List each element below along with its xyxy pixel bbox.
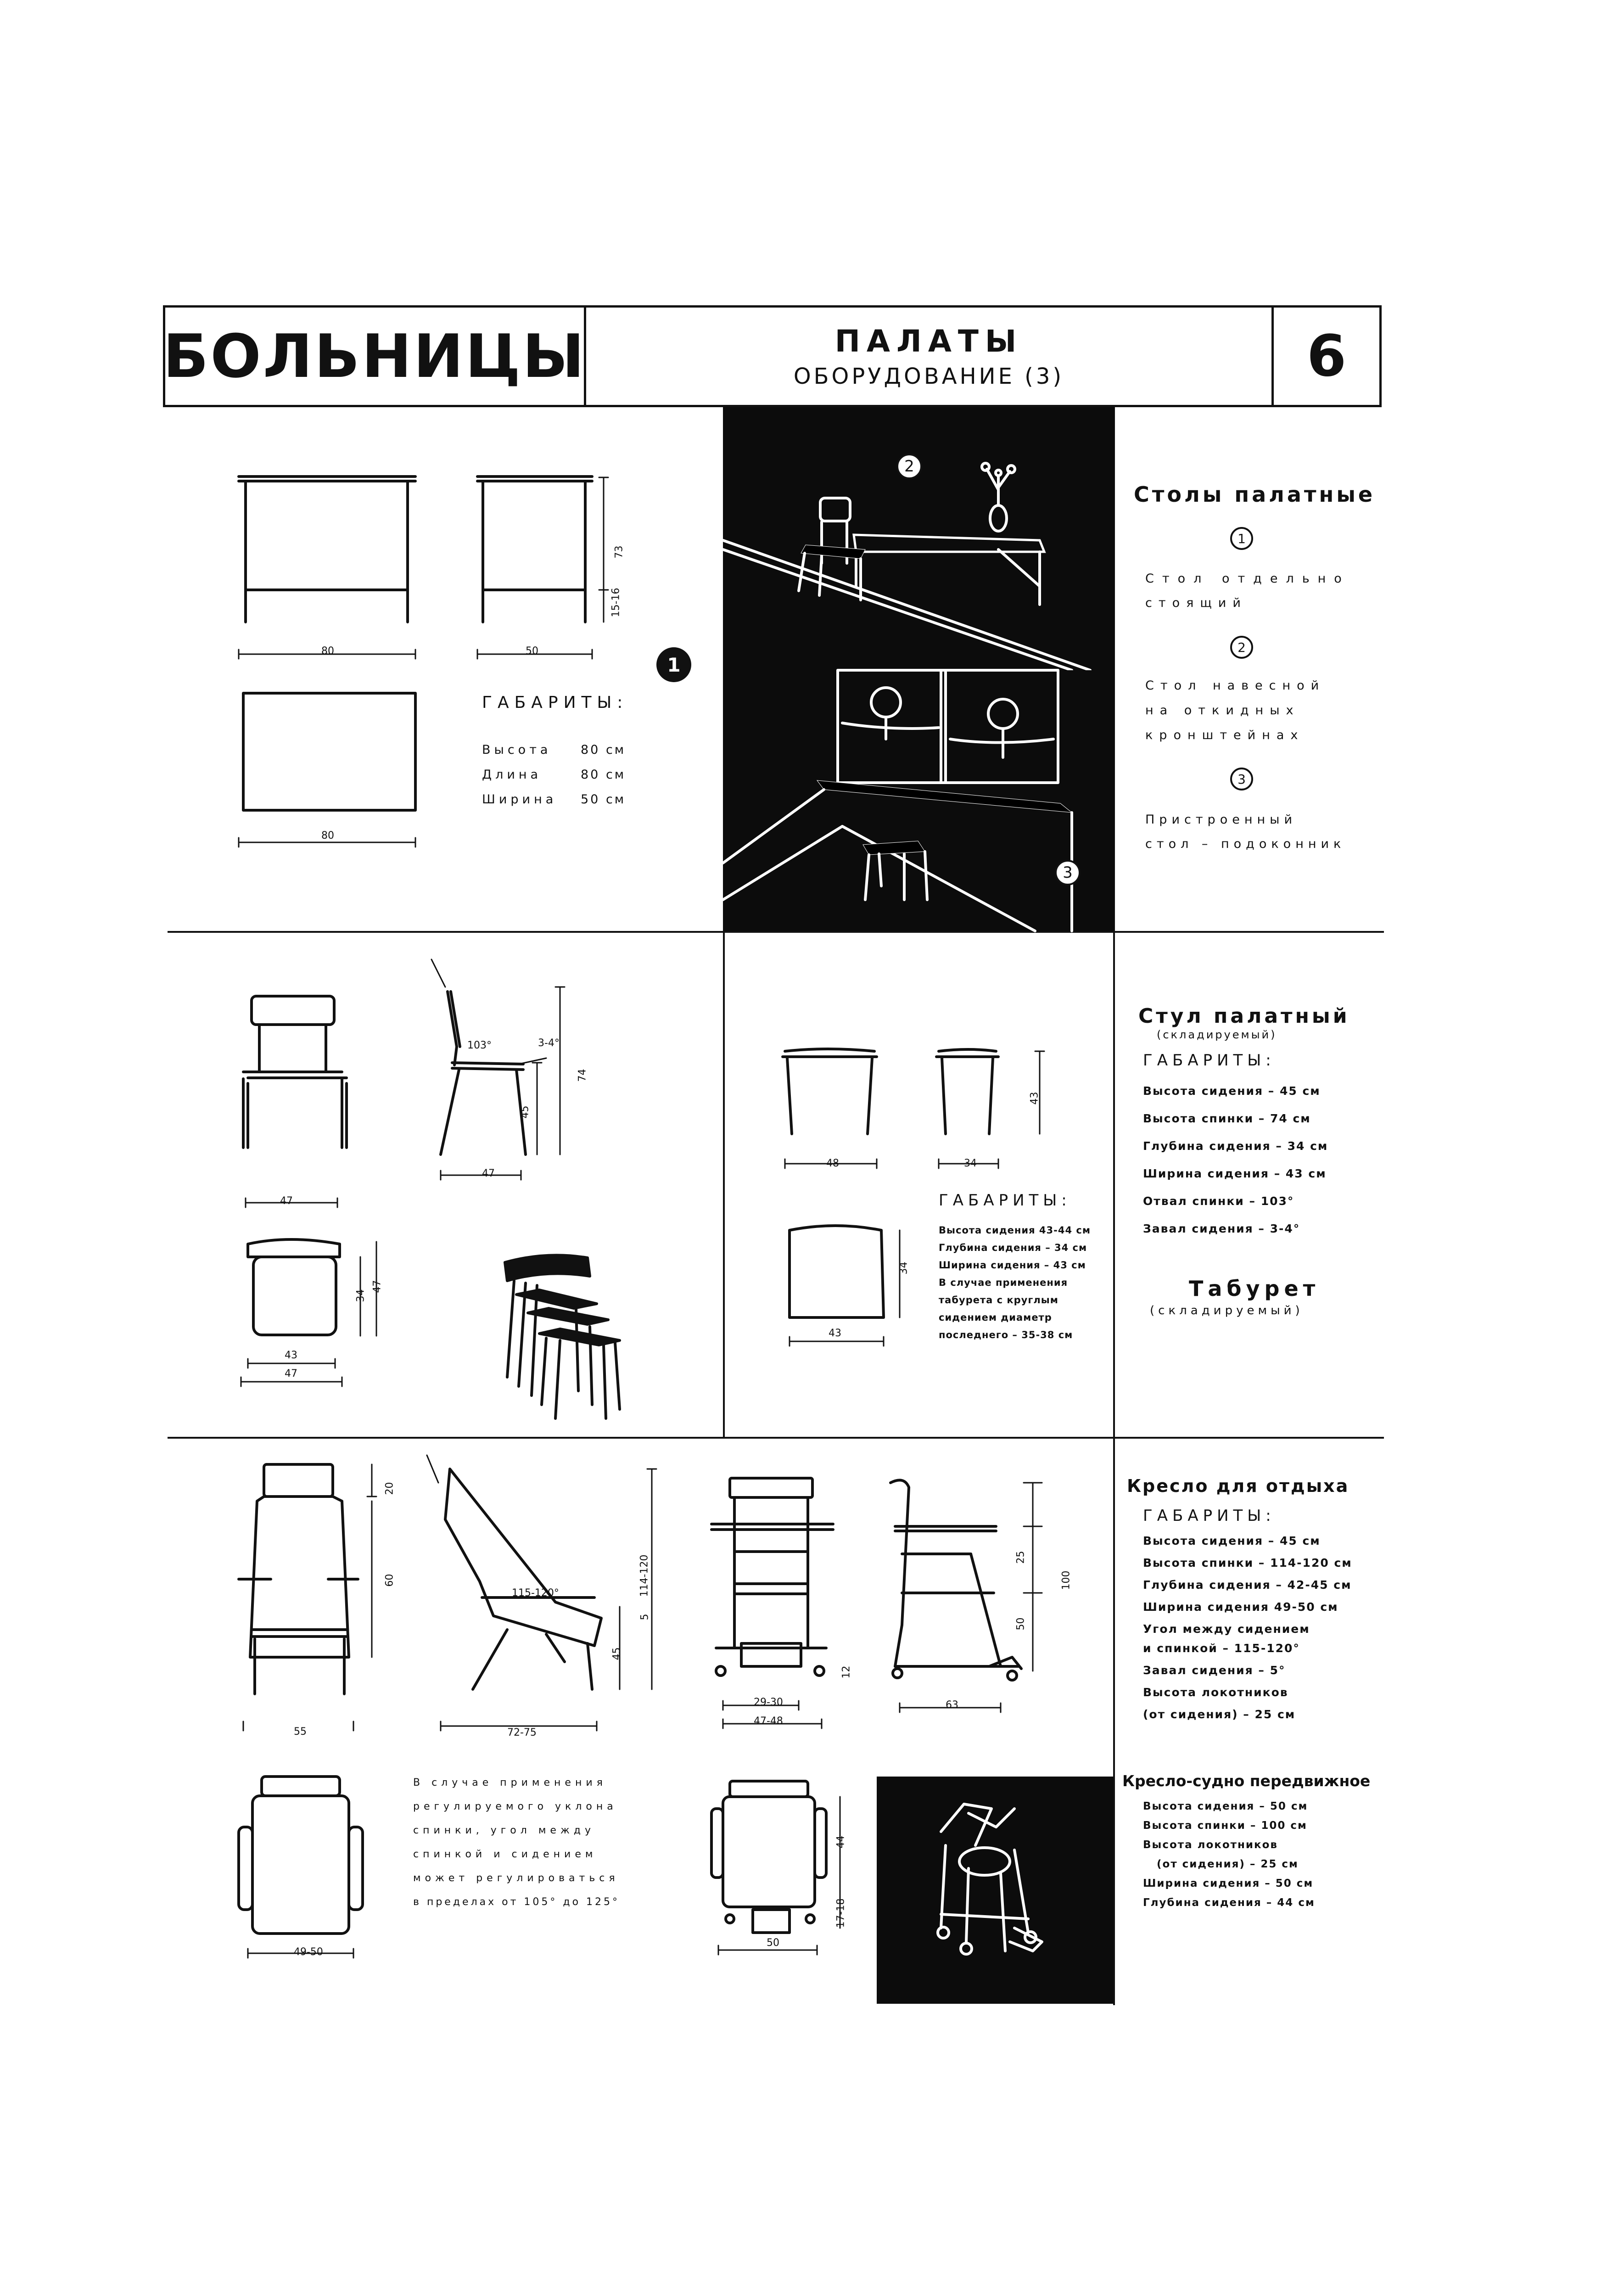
page-header bbox=[163, 305, 1382, 407]
dim-table-rail: 15-16 bbox=[610, 588, 622, 617]
dim-armchair-total-h: 114-120 bbox=[638, 1554, 650, 1597]
armchair-spec-0: Высота сидения – 45 см bbox=[1143, 1534, 1321, 1547]
commode-side-elevation bbox=[881, 1474, 1092, 1731]
commode-heading: Кресло-судно передвижное bbox=[1122, 1772, 1371, 1790]
dim-armchair-side: 72-75 bbox=[507, 1727, 537, 1738]
dim-armchair-seat-h: 45 bbox=[611, 1647, 623, 1660]
chair-spec-0: Высота сидения – 45 см bbox=[1143, 1084, 1321, 1098]
commode-spec-5: Глубина сидения – 44 см bbox=[1143, 1897, 1315, 1909]
armchair-note-5: в пределах от 105° до 125° bbox=[413, 1896, 620, 1908]
dim-chair-tilt: 3-4° bbox=[538, 1037, 560, 1049]
armchair-note-2: спинки, угол между bbox=[413, 1825, 595, 1836]
armchair-dims-label: ГАБАРИТЫ: bbox=[1143, 1507, 1276, 1525]
chair-spec-4: Отвал спинки – 103° bbox=[1143, 1194, 1294, 1208]
photo-wall-table bbox=[723, 407, 1114, 670]
dim-stool-height: 43 bbox=[1029, 1092, 1041, 1105]
dim-commode-arm: 25 bbox=[1015, 1551, 1027, 1564]
stool-spec-6: последнего – 35-38 см bbox=[939, 1329, 1073, 1340]
header-subtitle-cell bbox=[586, 308, 1274, 405]
dim-commode-plan: 50 bbox=[767, 1937, 779, 1949]
dim-armchair-back: 60 bbox=[384, 1574, 396, 1587]
dim-chair-plan-total: 47 bbox=[285, 1368, 297, 1379]
armchair-note-4: может регулироваться bbox=[413, 1872, 619, 1884]
dim-commode-wheel: 12 bbox=[840, 1665, 852, 1679]
dim-armchair-tilt: 5 bbox=[639, 1614, 651, 1620]
dim-commode-side: 63 bbox=[946, 1699, 958, 1711]
tables-item2-text2: на откидных bbox=[1145, 703, 1300, 717]
table-side-elevation bbox=[477, 468, 624, 670]
stool-spec-3: В случае применения bbox=[939, 1277, 1068, 1288]
dim-chair-plan-seat: 43 bbox=[285, 1350, 297, 1361]
chair-plan-view bbox=[239, 1235, 404, 1400]
table-dim-name-1: Длина bbox=[482, 768, 542, 782]
tables-item1-text: Стол отдельно bbox=[1145, 572, 1350, 586]
dim-armchair-plan: 49-50 bbox=[294, 1946, 323, 1958]
divider-row1 bbox=[168, 931, 1384, 933]
tables-item2-text3: кронштейнах bbox=[1145, 728, 1305, 742]
dim-chair-seat-h: 45 bbox=[519, 1105, 531, 1119]
chair-front-elevation bbox=[234, 987, 363, 1226]
dim-stool-plan-depth: 34 bbox=[898, 1261, 910, 1275]
dim-chair-front: 47 bbox=[280, 1195, 293, 1207]
tables-dims-label: ГАБАРИТЫ: bbox=[482, 693, 628, 712]
tables-item2-num-text: 2 bbox=[1238, 639, 1246, 655]
commode-front-elevation bbox=[707, 1474, 872, 1749]
table-dim-value-2: 50 см bbox=[581, 792, 626, 807]
dim-table-plan-width: 80 bbox=[321, 830, 334, 841]
armchair-spec-5: и спинкой – 115-120° bbox=[1143, 1642, 1300, 1655]
commode-spec-1: Высота спинки – 100 см bbox=[1143, 1820, 1307, 1832]
dim-commode-plan-depth: 44 bbox=[835, 1835, 847, 1849]
armchair-note-3: спинкой и сидением bbox=[413, 1849, 597, 1860]
dim-commode-total: 100 bbox=[1060, 1570, 1072, 1590]
dim-commode-front-w2: 47-48 bbox=[754, 1715, 783, 1727]
chair-spec-5: Завал сидения – 3-4° bbox=[1143, 1222, 1300, 1235]
header-title-cell bbox=[165, 308, 586, 405]
stool-plan-view bbox=[785, 1221, 913, 1363]
divider-row2 bbox=[168, 1437, 1384, 1439]
photo3-number-text: 3 bbox=[1063, 863, 1073, 882]
commode-spec-0: Высота сидения – 50 см bbox=[1143, 1800, 1308, 1812]
dim-commode-plan-foot: 17-18 bbox=[835, 1898, 847, 1928]
armchair-spec-6: Завал сидения – 5° bbox=[1143, 1664, 1286, 1677]
table-dim-name-0: Высота bbox=[482, 743, 552, 757]
tables-item1-text2: стоящий bbox=[1145, 596, 1247, 610]
chair-spec-1: Высота спинки – 74 см bbox=[1143, 1112, 1311, 1125]
chair-subheading: (складируемый) bbox=[1157, 1028, 1277, 1041]
armchair-side-elevation bbox=[422, 1455, 670, 1749]
dim-chair-plan-depth2: 47 bbox=[371, 1280, 383, 1293]
divider-vertical-right bbox=[1113, 931, 1115, 2005]
stool-spec-1: Глубина сидения – 34 см bbox=[939, 1242, 1087, 1253]
stool-spec-2: Ширина сидения – 43 см bbox=[939, 1260, 1086, 1271]
commode-spec-3: (от сидения) – 25 см bbox=[1157, 1858, 1299, 1870]
stool-subheading: (складируемый) bbox=[1150, 1304, 1304, 1317]
armchair-spec-3: Ширина сидения 49-50 см bbox=[1143, 1600, 1338, 1614]
armchair-note-1: регулируемого уклона bbox=[413, 1801, 617, 1812]
stool-front-elevation bbox=[776, 1042, 904, 1180]
tables-item2-text: Стол навесной bbox=[1145, 678, 1326, 693]
table-badge-1 bbox=[656, 647, 691, 682]
tables-heading: Столы палатные bbox=[1134, 482, 1376, 507]
commode-spec-4: Ширина сидения – 50 см bbox=[1143, 1878, 1314, 1889]
tables-item1-num bbox=[1230, 527, 1253, 550]
dim-chair-plan-depth: 34 bbox=[355, 1289, 367, 1302]
dim-commode-seat: 50 bbox=[1015, 1617, 1027, 1631]
dim-table-front-width: 80 bbox=[321, 645, 334, 657]
table-badge-number: 1 bbox=[667, 653, 681, 676]
tables-item1-num-text: 1 bbox=[1238, 531, 1246, 546]
stool-spec-4: табурета с круглым bbox=[939, 1295, 1058, 1306]
chair-spec-3: Ширина сидения – 43 см bbox=[1143, 1167, 1327, 1180]
section-title: ПАЛАТЫ bbox=[834, 324, 1023, 359]
stool-spec-0: Высота сидения 43-44 см bbox=[939, 1225, 1091, 1236]
table-dim-value-1: 80 см bbox=[581, 768, 626, 782]
armchair-spec-2: Глубина сидения – 42-45 см bbox=[1143, 1578, 1352, 1592]
dim-table-side-width: 50 bbox=[526, 645, 538, 657]
chair-dims-label: ГАБАРИТЫ: bbox=[1143, 1051, 1276, 1070]
section-subtitle: ОБОРУДОВАНИЕ (3) bbox=[793, 364, 1064, 389]
tables-item3-text2: стол – подоконник bbox=[1145, 837, 1346, 851]
photo2-number-text: 2 bbox=[904, 457, 914, 476]
dim-armchair-head: 20 bbox=[384, 1482, 396, 1495]
commode-spec-2: Высота локотников bbox=[1143, 1839, 1278, 1851]
page-title: БОЛЬНИЦЫ bbox=[163, 321, 586, 391]
dim-chair-side: 47 bbox=[482, 1168, 495, 1179]
table-front-elevation bbox=[239, 468, 422, 670]
armchair-spec-1: Высота спинки – 114-120 см bbox=[1143, 1556, 1352, 1570]
stool-heading: Табурет bbox=[1189, 1276, 1320, 1301]
chair-heading: Стул палатный bbox=[1138, 1004, 1350, 1028]
photo-commode-chair bbox=[877, 1777, 1113, 2004]
armchair-plan-view bbox=[239, 1767, 395, 1969]
dim-table-height: 73 bbox=[613, 545, 625, 559]
photo2-number bbox=[896, 454, 922, 479]
table-dim-value-0: 80 см bbox=[581, 743, 626, 757]
armchair-spec-7: Высота локотников bbox=[1143, 1686, 1288, 1699]
dim-chair-back-h: 74 bbox=[577, 1069, 588, 1082]
dim-stool-plan: 43 bbox=[829, 1328, 841, 1339]
tables-item3-num bbox=[1230, 768, 1253, 790]
armchair-heading: Кресло для отдыха bbox=[1127, 1476, 1350, 1496]
header-page-cell bbox=[1274, 308, 1379, 405]
stool-dims-label: ГАБАРИТЫ: bbox=[939, 1191, 1071, 1210]
stool-side-elevation bbox=[936, 1042, 1056, 1180]
stacked-chairs-drawing bbox=[496, 1239, 647, 1432]
tables-item3-text: Пристроенный bbox=[1145, 813, 1297, 827]
dim-armchair-angle: 115-120° bbox=[512, 1587, 559, 1599]
armchair-front-elevation bbox=[239, 1455, 404, 1749]
photo3-number bbox=[1055, 860, 1081, 886]
armchair-spec-4: Угол между сидением bbox=[1143, 1622, 1310, 1636]
divider-vertical-mid bbox=[723, 931, 725, 1437]
dim-chair-angle: 103° bbox=[467, 1040, 492, 1051]
dim-stool-side: 34 bbox=[964, 1158, 977, 1169]
tables-item2-num bbox=[1230, 636, 1253, 659]
photo-sill-table bbox=[723, 670, 1114, 931]
dim-commode-front-w1: 29-30 bbox=[754, 1697, 783, 1708]
chair-spec-2: Глубина сидения – 34 см bbox=[1143, 1139, 1328, 1153]
table-dim-name-2: Ширина bbox=[482, 792, 557, 807]
armchair-spec-8: (от сидения) – 25 см bbox=[1143, 1708, 1296, 1721]
dim-armchair-front: 55 bbox=[294, 1726, 307, 1738]
page-number: 6 bbox=[1306, 323, 1347, 389]
armchair-note-0: В случае применения bbox=[413, 1777, 607, 1788]
stool-spec-5: сидением диаметр bbox=[939, 1312, 1052, 1323]
dim-stool-front: 48 bbox=[826, 1158, 839, 1169]
tables-item3-num-text: 3 bbox=[1238, 771, 1246, 787]
commode-plan-view bbox=[711, 1777, 877, 1969]
